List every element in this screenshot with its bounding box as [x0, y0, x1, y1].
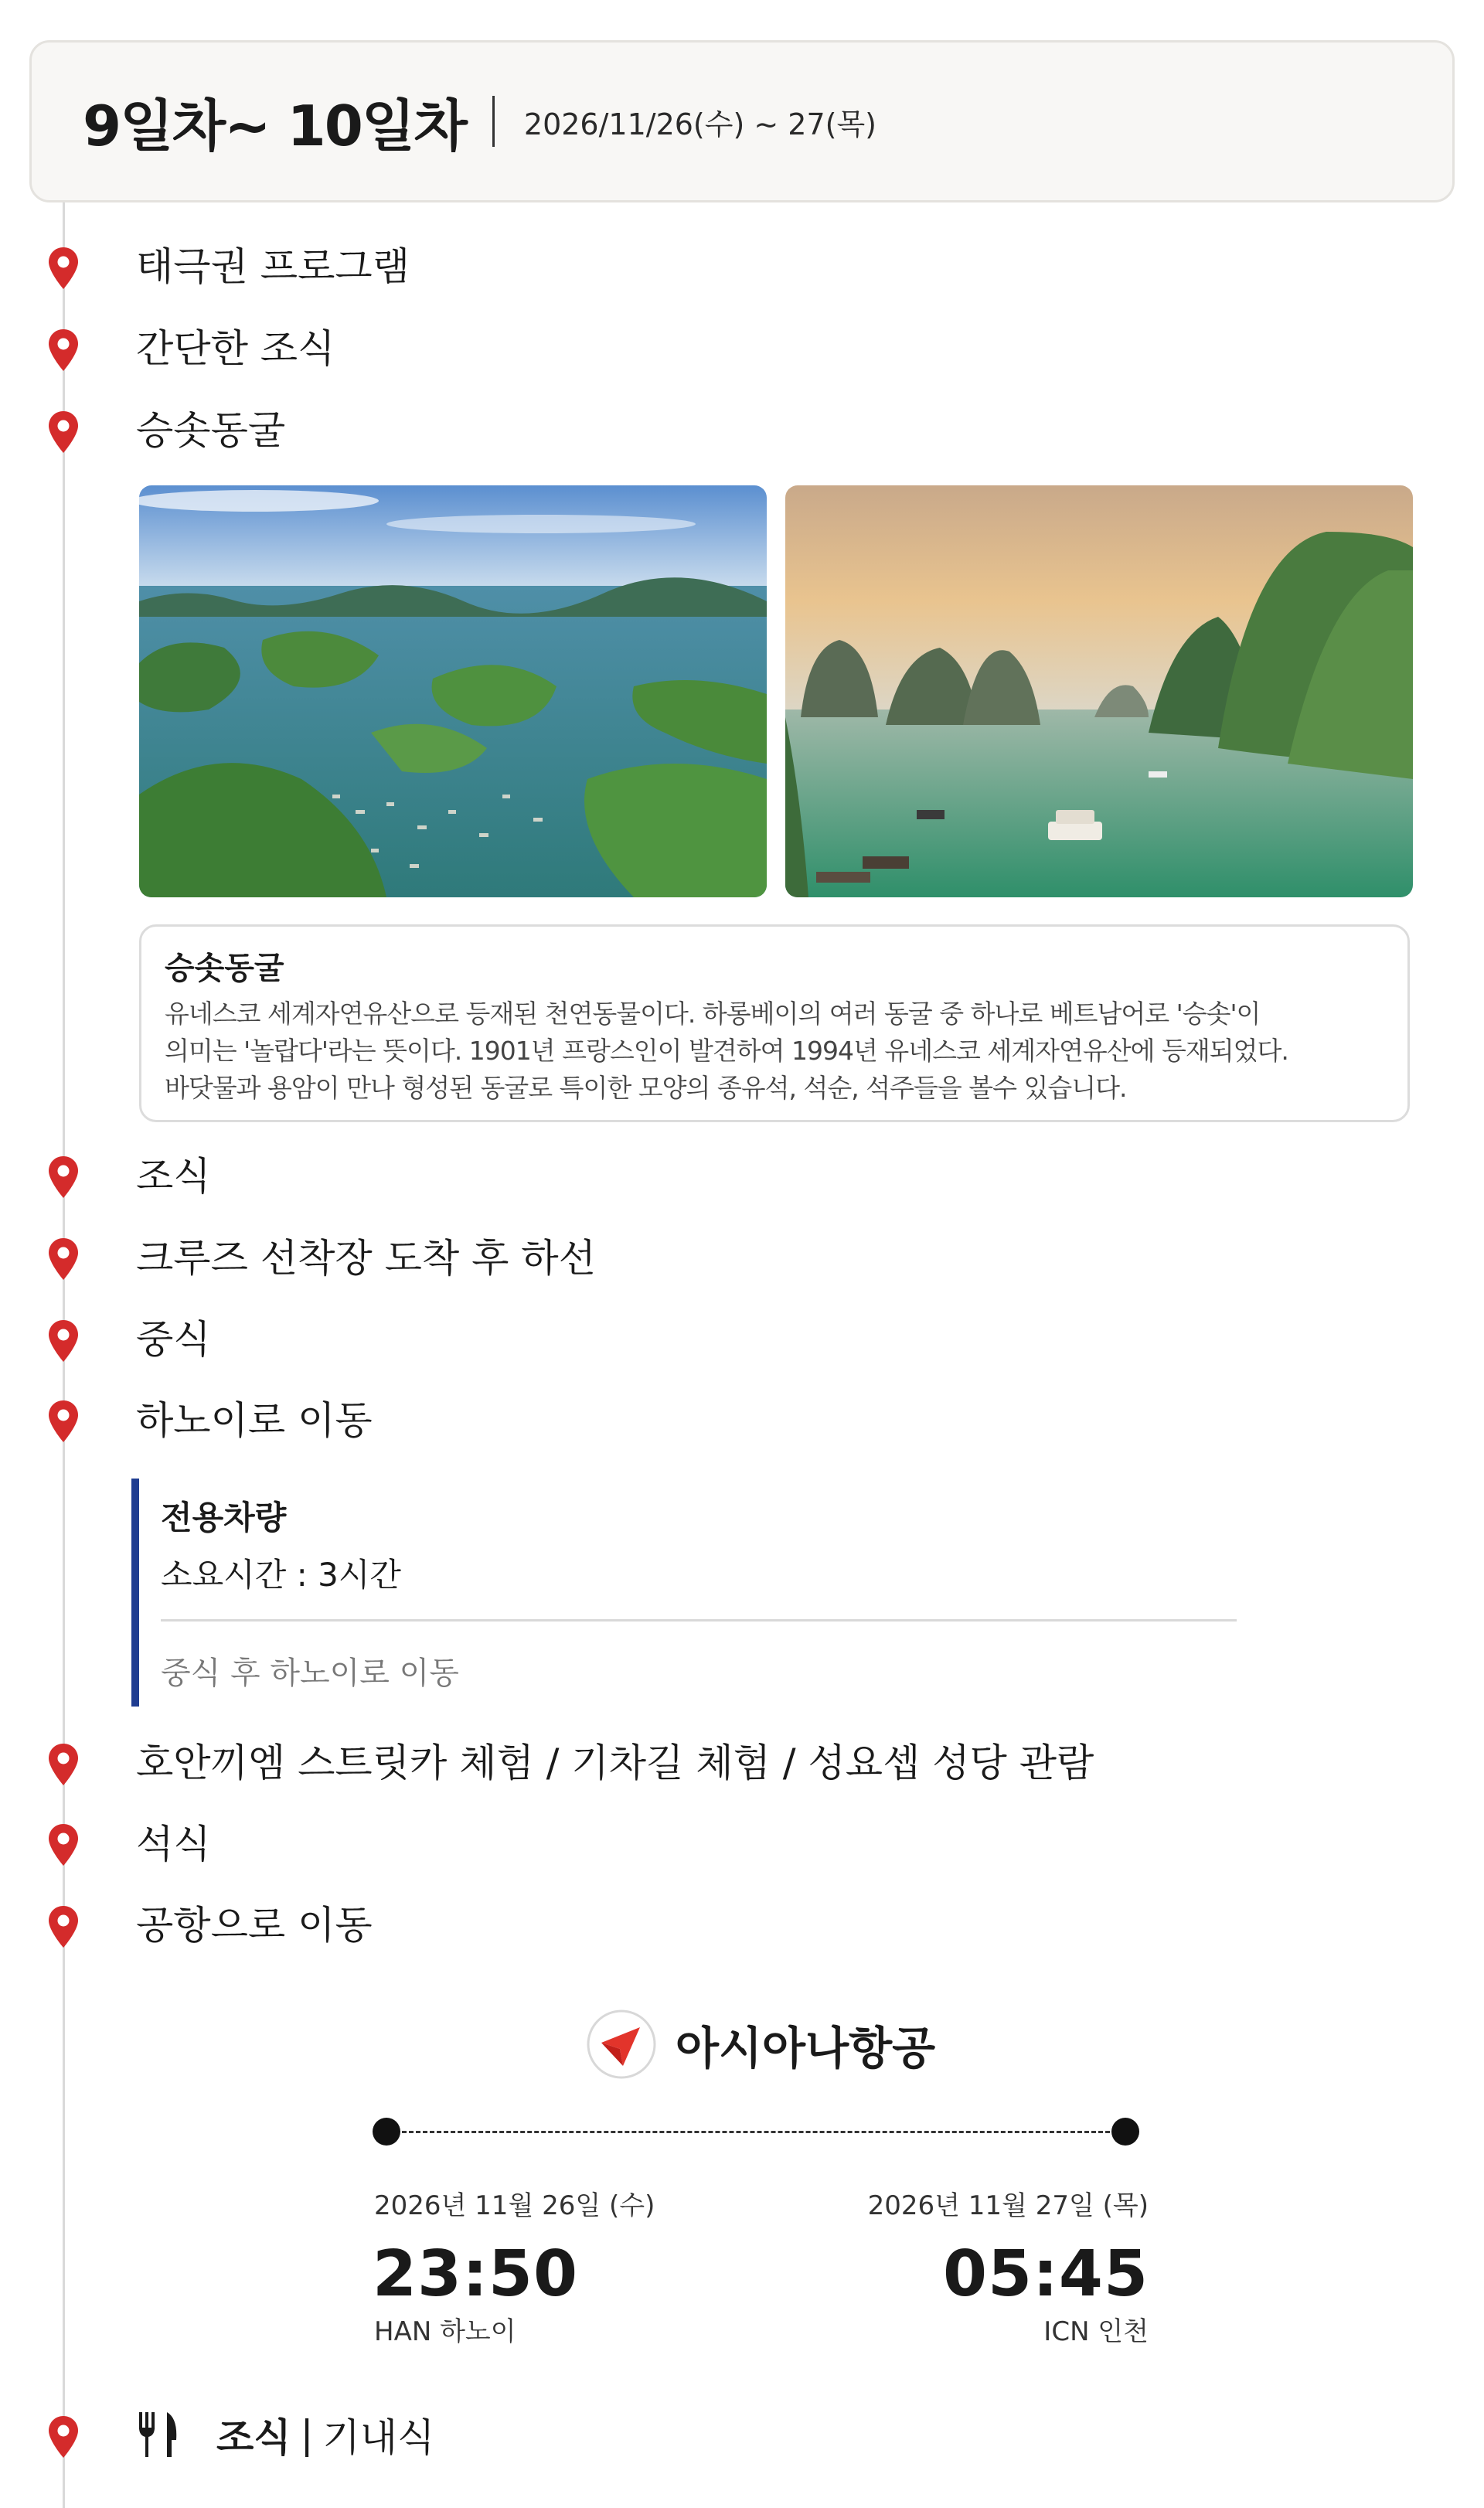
meal-label: 조식	[216, 2415, 291, 2460]
arrival-date: 2026년 11월 27일 (목)	[867, 2190, 1149, 2221]
transport-divider	[161, 1619, 1237, 1622]
fork-knife-icon	[136, 2411, 181, 2459]
itinerary-item-cave: 승솟동굴	[136, 408, 286, 453]
route-dashed-line	[402, 2131, 1110, 2133]
map-pin-icon	[46, 1237, 80, 1283]
attraction-description	[165, 995, 1384, 1107]
itinerary-item-light-breakfast: 간단한 조식	[136, 326, 335, 371]
airline-header	[586, 2006, 935, 2083]
transport-title: 전용차량	[161, 1499, 287, 1536]
day-header-card	[29, 40, 1455, 202]
description-line: 바닷물과 용암이 만나 형성된 동굴로 특이한 모양의 종유석, 석순, 석주들을 볼수 있습니다.	[165, 1073, 1127, 1103]
description-line: 유네스코 세계자연유산으로 등재된 천연동물이다. 하롱베이의 여러 동굴 중 하나로 베트남어로 '승솟'이	[165, 999, 1261, 1029]
itinerary-item-hanoi-tour: 호안끼엠 스트릿카 체험 / 기차길 체험 / 성요셉 성당 관람	[136, 1741, 1094, 1785]
halong-bay-aerial-photo	[139, 485, 767, 897]
map-pin-icon	[46, 2414, 80, 2461]
itinerary-item-lunch: 중식	[136, 1317, 211, 1362]
meal-row	[136, 2410, 434, 2459]
itinerary-item-dinner: 석식	[136, 1822, 211, 1867]
departure-airport: HAN 하노이	[374, 2316, 516, 2347]
transport-duration: 소요시간 : 3시간	[161, 1556, 402, 1594]
transport-accent-bar	[131, 1479, 139, 1707]
map-pin-icon	[46, 410, 80, 456]
map-pin-icon	[46, 1822, 80, 1869]
itinerary-item-cruise-disembark: 크루즈 선착장 도착 후 하선	[136, 1236, 596, 1281]
description-line: 의미는 '놀랍다'라는 뜻이다. 1901년 프랑스인이 발견하여 1994년 유네스코 세계자연유산에 등재되었다.	[165, 1036, 1288, 1066]
itinerary-item-taichi: 태극권 프로그램	[136, 244, 410, 289]
map-pin-icon	[46, 1742, 80, 1788]
departure-time: 23:50	[373, 2237, 579, 2311]
itinerary-item-airport: 공항으로 이동	[136, 1903, 373, 1948]
attraction-description-box	[139, 924, 1410, 1122]
map-pin-icon	[46, 1904, 80, 1951]
meal-separator: |	[300, 2412, 314, 2457]
airline-name: 아시아나항공	[676, 2022, 936, 2074]
transport-note: 중식 후 하노이로 이동	[161, 1656, 459, 1691]
day-date-range: 2026/11/26(수) ~ 27(목)	[523, 107, 876, 141]
attraction-title: 승솟동굴	[165, 951, 284, 986]
map-pin-icon	[46, 1155, 80, 1201]
halong-bay-cruise-photo	[785, 485, 1413, 897]
departure-date: 2026년 11월 26일 (수)	[374, 2190, 655, 2221]
asiana-logo-icon	[586, 2009, 657, 2080]
meal-type: 기내식	[322, 2415, 435, 2460]
map-pin-icon	[46, 1319, 80, 1365]
transport-info-box	[131, 1479, 1237, 1707]
map-pin-icon	[46, 1399, 80, 1445]
departure-dot	[373, 2118, 400, 2146]
map-pin-icon	[46, 328, 80, 374]
day-range-title: 9일차~ 10일차	[83, 94, 466, 158]
header-divider	[492, 96, 495, 147]
itinerary-item-breakfast: 조식	[136, 1154, 211, 1199]
itinerary-item-move-hanoi: 하노이로 이동	[136, 1398, 373, 1443]
arrival-time: 05:45	[942, 2237, 1149, 2311]
map-pin-icon	[46, 246, 80, 292]
arrival-dot	[1111, 2118, 1139, 2146]
arrival-airport: ICN 인천	[1043, 2316, 1149, 2347]
flight-route-line	[373, 2116, 1139, 2147]
